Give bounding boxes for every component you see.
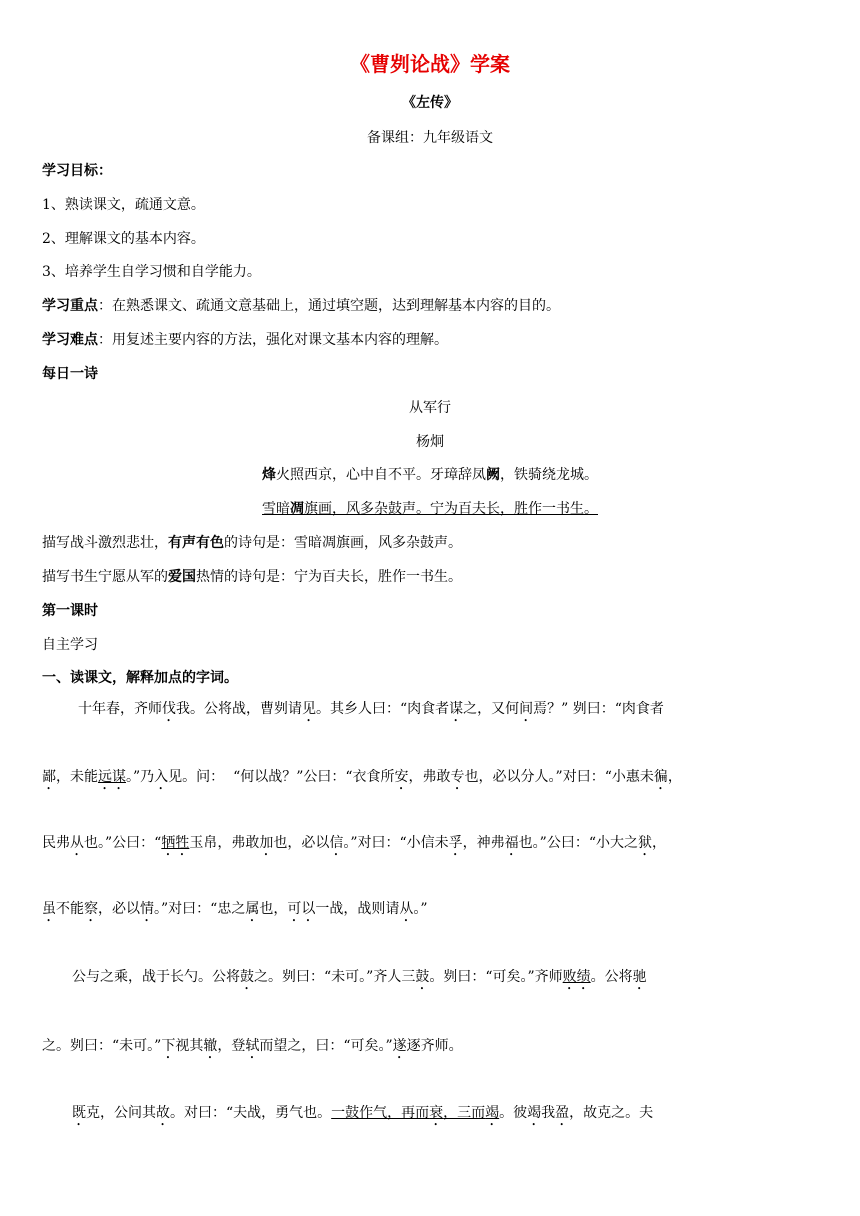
dotted-term: 故 [156,1105,170,1121]
dotted-term: 察 [84,901,98,917]
passage-line [42,1036,463,1062]
text-seg: ，必以 [98,901,140,917]
dotted-term: 鼓 [415,969,430,985]
dotted-term: 入 [154,769,169,785]
focus-label: 学习重点 [42,298,98,314]
dotted-term: 衰 [429,1105,444,1121]
text-seg: 也。”公曰：“ [84,835,162,851]
text-seg: 见。问： “何以战？”公曰：“衣食所 [168,769,395,785]
text-seg: 而望之，曰：“可矣。” [259,1038,393,1054]
poem-line [0,499,860,519]
text-seg: ，故克之。夫 [569,1105,654,1121]
dotted-term: 属 [245,901,260,917]
dotted-term: 竭 [485,1105,500,1121]
dotted-term: 遂 [392,1038,407,1054]
poem-text: ，铁骑绕龙城。 [500,467,598,483]
dotted-term: 驰 [632,969,647,985]
bold-term: 有声有色 [168,535,224,551]
text-seg: 焉？” 刿曰：“肉食者 [533,701,664,717]
text-seg: 民弗 [42,835,70,851]
question-text: 描写战斗激烈悲壮， [42,535,168,551]
goals-heading: 学习目标： [42,163,112,179]
dotted-term: 牺牲 [161,835,190,851]
dotted-term: 狱 [637,835,652,851]
goal-item: 1、熟读课文，疏通文意。 [42,197,205,213]
dotted-term: 安 [394,769,409,785]
passage-line [42,833,666,859]
text-seg: 之。刿曰：“未可。”齐人三 [254,969,416,985]
text-seg: 玉帛，弗敢 [189,835,260,851]
goal-item: 2、理解课文的基本内容。 [42,231,205,247]
dotted-term: 盈 [555,1105,570,1121]
text-seg: 之，又何 [463,701,520,717]
text-seg: 。”对曰：“忠之 [154,901,246,917]
difficulty-label: 学习难点 [42,332,98,348]
text-seg: 十年春，齐师 [78,701,162,717]
dotted-term: 信 [329,835,344,851]
poem-question [42,533,462,553]
poem-heading: 每日一诗 [42,366,98,382]
text-seg: 逐齐师。 [406,1038,463,1054]
text-seg: ，三而 [443,1105,486,1121]
dotted-term: 情 [140,901,154,917]
bold-char: 阙 [486,467,500,483]
dotted-term: 间 [519,701,534,717]
dotted-term: 败绩 [562,969,591,985]
lesson-heading: 第一课时 [42,603,98,619]
text-seg: 一战，战则请 [315,901,400,917]
dotted-term: 辙 [203,1038,218,1054]
text-seg: 也， [259,901,288,917]
passage-line [72,1103,653,1129]
bold-term: 爱国 [168,569,196,585]
dotted-term: 加 [259,835,274,851]
text-seg: 我 [541,1105,556,1121]
lesson-sub: 自主学习 [42,637,98,653]
difficulty-text: ：用复述主要内容的方法，强化对课文基本内容的理解。 [98,332,448,348]
text-seg: ，神弗 [462,835,505,851]
text-seg: 不能 [56,901,84,917]
difficulty-line [42,330,448,350]
text-seg: 也，必以 [273,835,330,851]
text-seg: ， [651,835,666,851]
bold-char: 烽 [262,467,276,483]
question-text: 描写书生宁愿从军的 [42,569,168,585]
dotted-term: 远谋 [98,769,126,785]
text-seg: 。对曰：“夫战，勇气也。 [170,1105,332,1121]
text-seg: 也，必以分人。”对曰：“小惠未 [464,769,654,785]
poem-line [0,465,860,485]
dotted-term: 竭 [527,1105,542,1121]
text-seg: 我。公将战，曹刿请 [176,701,302,717]
underlined-phrase [331,1105,499,1121]
poem-text: 旗画，风多杂鼓声。宁为百夫长，胜作一书生。 [304,501,598,517]
text-seg: 公与之乘，战于长勺。公将 [72,969,240,985]
prep-group: 备课组：九年级语文 [367,130,493,146]
poem-author: 杨炯 [416,434,444,450]
dotted-term: 轼 [245,1038,260,1054]
poem-text: 火照西京，心中自不平。牙璋辞凤 [276,467,486,483]
text-seg: 克，公问其 [86,1105,156,1121]
text-seg: 。” [413,901,428,917]
dotted-term: 可以 [287,901,316,917]
text-seg: ，未能 [56,769,98,785]
text-seg: 。公将 [590,969,633,985]
dotted-term: 从 [70,835,84,851]
text-seg: 也。”公曰：“小大之 [518,835,638,851]
dotted-term: 徧 [653,769,668,785]
passage-line [72,967,647,993]
dotted-term: 从 [399,901,414,917]
poem-title: 从军行 [409,400,451,416]
dotted-term: 伐 [162,701,176,717]
text-seg: 。”对曰：“小信未 [343,835,449,851]
source-line: 《左传》 [402,95,458,111]
focus-text: ：在熟悉课文、疏通文意基础上，通过填空题，达到理解基本内容的目的。 [98,298,560,314]
text-seg: 一鼓作气，再而 [331,1105,430,1121]
goal-item: 3、培养学生自学习惯和自学能力。 [42,264,261,280]
dotted-term: 见 [302,701,316,717]
task-heading: 一、读课文，解释加点的字词。 [42,670,238,686]
question-text: 热情的诗句是：宁为百夫长，胜作一书生。 [196,569,462,585]
dotted-term: 虽 [42,901,56,917]
text-seg: 之。刿曰：“未可。” [42,1038,162,1054]
text-seg: 。刿曰：“可矣。”齐师 [429,969,563,985]
dotted-term: 孚 [448,835,463,851]
dotted-term: 下 [161,1038,176,1054]
page-title: 《曹刿论战》学案 [350,52,510,76]
focus-line [42,296,560,316]
passage-line [42,767,682,793]
dotted-term: 专 [450,769,465,785]
passage-line [78,699,664,725]
question-text: 的诗句是：雪暗凋旗画，风多杂鼓声。 [224,535,462,551]
text-seg: 。彼 [499,1105,528,1121]
text-seg: 。”乃 [126,769,155,785]
text-seg: ，弗敢 [408,769,451,785]
text-seg: ，登 [217,1038,246,1054]
bold-char: 凋 [290,501,304,517]
dotted-term: 谋 [449,701,464,717]
text-seg: ， [667,769,682,785]
poem-question [42,567,462,587]
text-seg: 。其乡人曰：“肉食者 [316,701,450,717]
passage-line [42,899,428,925]
dotted-term: 既 [72,1105,86,1121]
dotted-term: 福 [504,835,519,851]
dotted-term: 鼓 [240,969,254,985]
poem-text: 雪暗 [262,501,290,517]
dotted-term: 鄙 [42,769,56,785]
underlined-text [262,501,598,517]
text-seg: 视其 [175,1038,204,1054]
